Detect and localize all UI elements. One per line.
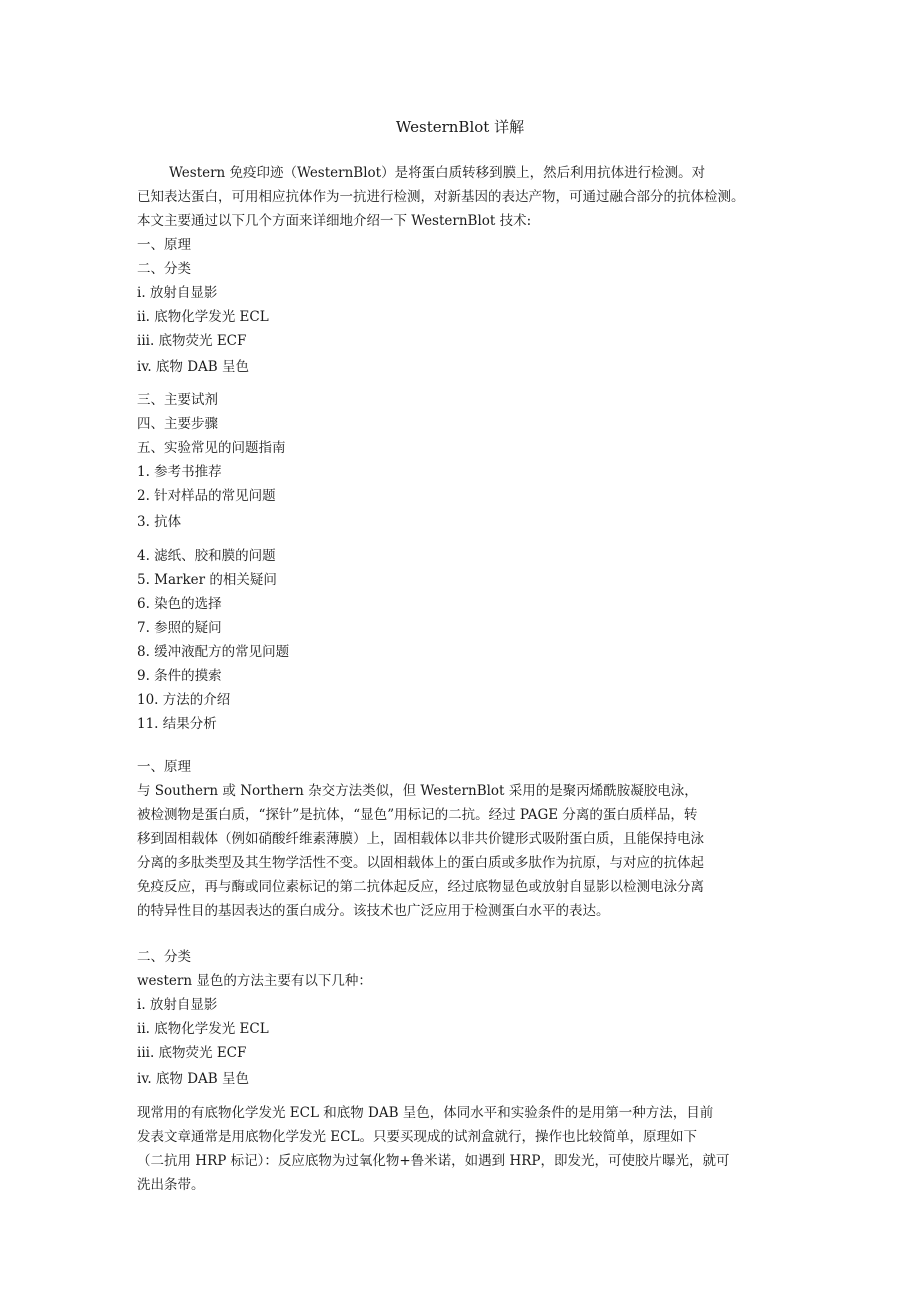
toc-item: 3. 抗体	[137, 514, 182, 530]
paragraph-line: 现常用的有底物化学发光 ECL 和底物 DAB 呈色，体同水平和实验条件的是用第一种方法，目前	[137, 1105, 714, 1121]
intro-line: 已知表达蛋白，可用相应抗体作为一抗进行检测，对新基因的表达产物，可通过融合部分的抗体检测。	[137, 189, 745, 205]
toc-item: ii. 底物化学发光 ECL	[137, 309, 269, 325]
paragraph-line: 与 Southern 或 Northern 杂交方法类似，但 WesternBlot 采用的是聚丙烯酰胺凝胶电泳，	[137, 783, 698, 799]
list-item: iii. 底物荧光 ECF	[137, 1045, 247, 1061]
paragraph-line: 的特异性目的基因表达的蛋白成分。该技术也广泛应用于检测蛋白水平的表达。	[137, 903, 610, 919]
toc-item: 2. 针对样品的常见问题	[137, 488, 276, 504]
toc-item: iii. 底物荧光 ECF	[137, 333, 247, 349]
toc-item: 二、分类	[137, 261, 191, 277]
section-heading: 二、分类	[137, 949, 191, 965]
toc-item: 7. 参照的疑问	[137, 620, 222, 636]
toc-item: 三、主要试剂	[137, 392, 218, 408]
toc-item: iv. 底物 DAB 呈色	[137, 359, 250, 375]
paragraph-line: western 显色的方法主要有以下几种：	[137, 973, 372, 989]
paragraph-line: 免疫反应，再与酶或同位素标记的第二抗体起反应，经过底物显色或放射自显影以检测电泳分离	[137, 879, 704, 895]
toc-item: 8. 缓冲液配方的常见问题	[137, 644, 290, 660]
intro-line: 本文主要通过以下几个方面来详细地介绍一下 WesternBlot 技术:	[137, 213, 532, 229]
toc-item: 四、主要步骤	[137, 416, 218, 432]
list-item: i. 放射自显影	[137, 997, 218, 1013]
paragraph-line: 分离的多肽类型及其生物学活性不变。以固相载体上的蛋白质或多肽作为抗原，与对应的抗体起	[137, 855, 704, 871]
paragraph-line: （二抗用 HRP 标记）：反应底物为过氧化物+鲁米诺，如遇到 HRP，即发光，可使胶片曝光，就可	[137, 1153, 730, 1169]
toc-item: 一、原理	[137, 237, 191, 253]
toc-item: 11. 结果分析	[137, 716, 217, 732]
toc-item: 1. 参考书推荐	[137, 464, 222, 480]
toc-item: i. 放射自显影	[137, 285, 218, 301]
section-heading: 一、原理	[137, 759, 191, 775]
list-item: ii. 底物化学发光 ECL	[137, 1021, 269, 1037]
toc-item: 4. 滤纸、胶和膜的问题	[137, 548, 276, 564]
page-title: WesternBlot 详解	[395, 118, 525, 136]
toc-item: 10. 方法的介绍	[137, 692, 231, 708]
paragraph-line: 移到固相载体（例如硝酸纤维素薄膜）上，固相载体以非共价键形式吸附蛋白质，且能保持电泳	[137, 831, 704, 847]
intro-line: Western 免疫印迹（WesternBlot）是将蛋白质转移到膜上，然后利用抗体进行检测。对	[169, 165, 706, 181]
toc-item: 9. 条件的摸索	[137, 668, 222, 684]
toc-item: 五、实验常见的问题指南	[137, 440, 286, 456]
toc-item: 6. 染色的选择	[137, 596, 222, 612]
paragraph-line: 洗出条带。	[137, 1177, 205, 1193]
toc-item: 5. Marker 的相关疑问	[137, 572, 277, 588]
list-item: iv. 底物 DAB 呈色	[137, 1071, 250, 1087]
paragraph-line: 被检测物是蛋白质，“探针”是抗体，“显色”用标记的二抗。经过 PAGE 分离的蛋白质样品，转	[137, 807, 698, 823]
paragraph-line: 发表文章通常是用底物化学发光 ECL。只要买现成的试剂盒就行，操作也比较简单，原理如下	[137, 1129, 697, 1145]
